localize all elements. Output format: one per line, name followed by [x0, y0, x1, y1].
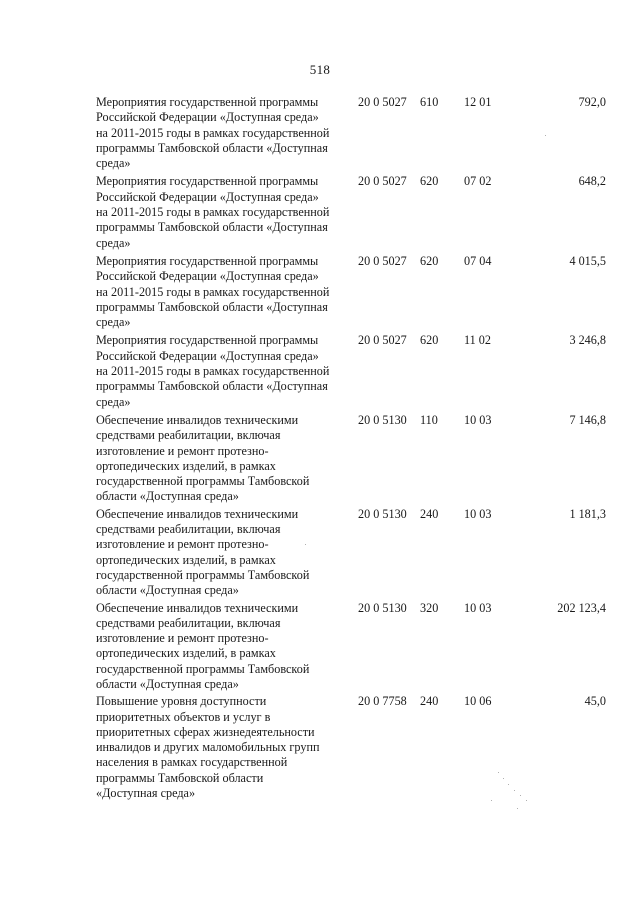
section-code: 07 02 — [464, 174, 492, 189]
description-line: Повышение уровня доступности — [96, 694, 267, 709]
description-line: программы Тамбовской области — [96, 770, 264, 785]
description-line: инвалидов и других маломобильных групп — [96, 740, 320, 755]
amount-value: 792,0 — [578, 95, 606, 109]
description-line: программы Тамбовской области «Доступная — [96, 299, 328, 314]
row-description — [96, 694, 358, 801]
description-line: изготовление и ремонт протезно- — [96, 537, 269, 552]
description-line: Обеспечение инвалидов техническими — [96, 506, 299, 521]
page-number: 518 — [309, 62, 331, 77]
section-code: 10 03 — [464, 600, 492, 615]
description-line: изготовление и ремонт протезно- — [96, 631, 269, 646]
expense-type-code: 240 — [420, 694, 439, 709]
description-line: Обеспечение инвалидов техническими — [96, 600, 299, 615]
row-description — [96, 601, 358, 693]
description-line: на 2011-2015 годы в рамках государственной — [96, 284, 330, 299]
amount-value: 202 123,4 — [557, 600, 606, 615]
target-article-code: 20 0 5027 — [358, 333, 407, 348]
description-line: государственной программы Тамбовской — [96, 567, 310, 582]
description-line: Российской Федерации «Доступная среда» — [96, 110, 319, 125]
amount-value: 3 246,8 — [569, 333, 606, 348]
description-line: среда» — [96, 394, 131, 409]
description-line: области «Доступная среда» — [96, 489, 239, 504]
description-line: средствами реабилитации, включая — [96, 615, 281, 630]
table-row — [96, 174, 606, 250]
description-line: среда» — [96, 156, 131, 171]
description-line: приоритетных объектов и услуг в — [96, 709, 271, 724]
amount-value: 45,0 — [584, 694, 606, 709]
expense-type-code: 110 — [420, 412, 438, 427]
amount-value: 648,2 — [578, 174, 606, 189]
description-line: Обеспечение инвалидов техническими — [96, 412, 299, 427]
section-code: 10 06 — [464, 694, 492, 709]
target-article-code: 20 0 5130 — [358, 506, 407, 521]
row-description — [96, 95, 358, 171]
table-row — [96, 413, 606, 505]
expense-type-code: 620 — [420, 333, 439, 348]
expense-type-code: 620 — [420, 253, 439, 268]
table-row — [96, 333, 606, 409]
description-line: населения в рамках государственной — [96, 755, 288, 770]
description-line: изготовление и ремонт протезно- — [96, 443, 269, 458]
table-row — [96, 95, 606, 171]
description-line: государственной программы Тамбовской — [96, 474, 310, 489]
description-line: Мероприятия государственной программы — [96, 253, 319, 268]
description-line: государственной программы Тамбовской — [96, 661, 310, 676]
table-row — [96, 507, 606, 599]
expense-type-code: 240 — [420, 506, 439, 521]
description-line: на 2011-2015 годы в рамках государственной — [96, 205, 330, 220]
section-code: 10 03 — [464, 506, 492, 521]
description-line: средствами реабилитации, включая — [96, 522, 281, 537]
section-code: 11 02 — [464, 333, 491, 348]
description-line: ортопедических изделий, в рамках — [96, 458, 276, 473]
description-line: программы Тамбовской области «Доступная — [96, 379, 328, 394]
row-description — [96, 413, 358, 505]
description-line: приоритетных сферах жизнедеятельности — [96, 724, 315, 739]
table-row — [96, 694, 606, 801]
table-row — [96, 254, 606, 330]
description-line: ортопедических изделий, в рамках — [96, 552, 276, 567]
description-line: Мероприятия государственной программы — [96, 174, 319, 189]
description-line: «Доступная среда» — [96, 786, 196, 801]
description-line: на 2011-2015 годы в рамках государственной — [96, 364, 330, 379]
expense-type-code: 610 — [420, 95, 439, 109]
amount-value: 7 146,8 — [569, 412, 606, 427]
description-line: Мероприятия государственной программы — [96, 95, 319, 109]
description-line: Российской Федерации «Доступная среда» — [96, 348, 319, 363]
expense-type-code: 320 — [420, 600, 439, 615]
amount-value: 4 015,5 — [569, 253, 606, 268]
target-article-code: 20 0 5027 — [358, 253, 407, 268]
row-description — [96, 333, 358, 409]
description-line: среда» — [96, 315, 131, 330]
target-article-code: 20 0 5130 — [358, 412, 407, 427]
section-code: 12 01 — [464, 95, 492, 109]
target-article-code: 20 0 5027 — [358, 174, 407, 189]
description-line: Российской Федерации «Доступная среда» — [96, 269, 319, 284]
section-code: 07 04 — [464, 253, 492, 268]
description-line: на 2011-2015 годы в рамках государственной — [96, 125, 330, 140]
amount-value: 1 181,3 — [569, 506, 606, 521]
target-article-code: 20 0 7758 — [358, 694, 407, 709]
description-line: области «Доступная среда» — [96, 583, 239, 598]
description-line: области «Доступная среда» — [96, 676, 239, 691]
expense-type-code: 620 — [420, 174, 439, 189]
description-line: среда» — [96, 235, 131, 250]
row-description — [96, 507, 358, 599]
target-article-code: 20 0 5130 — [358, 600, 407, 615]
description-line: программы Тамбовской области «Доступная — [96, 220, 328, 235]
description-line: Мероприятия государственной программы — [96, 333, 319, 348]
description-line: ортопедических изделий, в рамках — [96, 646, 276, 661]
description-line: программы Тамбовской области «Доступная — [96, 140, 328, 155]
target-article-code: 20 0 5027 — [358, 95, 407, 109]
table-row — [96, 601, 606, 693]
section-code: 10 03 — [464, 412, 492, 427]
description-line: Российской Федерации «Доступная среда» — [96, 189, 319, 204]
description-line: средствами реабилитации, включая — [96, 428, 281, 443]
row-description — [96, 174, 358, 250]
row-description — [96, 254, 358, 330]
budget-table — [96, 95, 606, 801]
